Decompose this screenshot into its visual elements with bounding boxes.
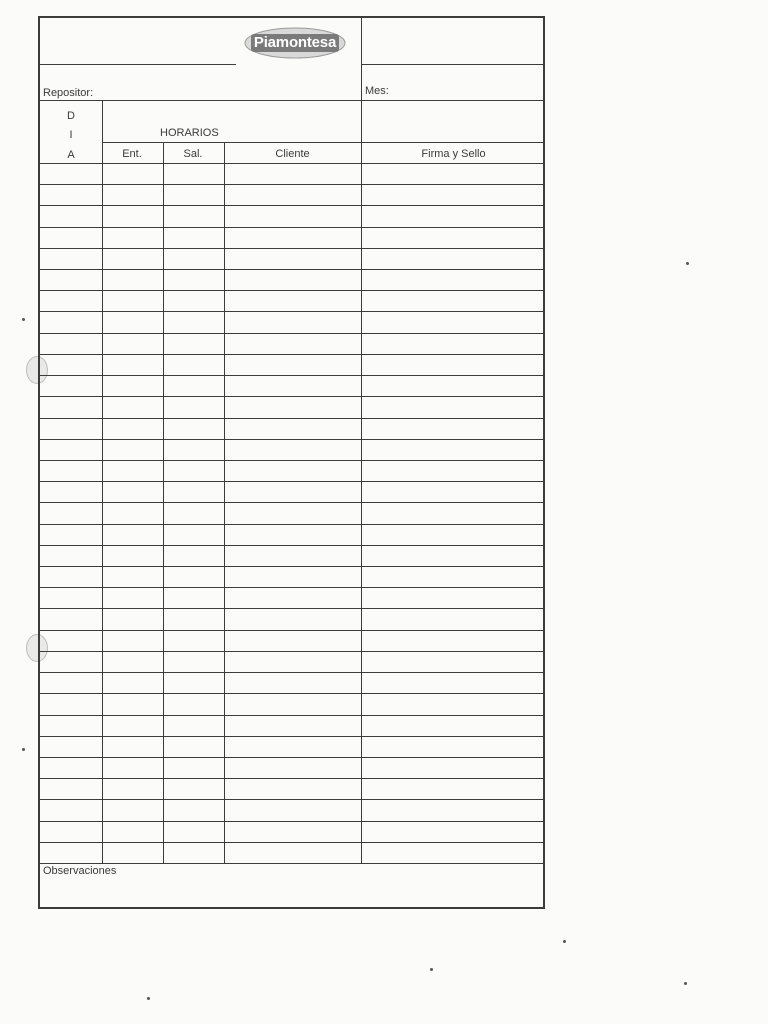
repositor-row-line bbox=[40, 100, 545, 101]
table-row-line bbox=[40, 630, 545, 631]
table-row-line bbox=[40, 184, 545, 185]
dia-letter-a: A bbox=[67, 149, 75, 161]
table-row-line bbox=[40, 693, 545, 694]
scan-speck bbox=[22, 748, 25, 751]
table-row-line bbox=[40, 672, 545, 673]
scan-speck bbox=[684, 982, 687, 985]
piamontesa-logo bbox=[243, 26, 347, 60]
reposition-form bbox=[38, 16, 545, 909]
observaciones-top-line bbox=[40, 863, 545, 864]
scan-speck bbox=[22, 318, 25, 321]
table-row-line bbox=[40, 418, 545, 419]
horarios-label: HORARIOS bbox=[160, 127, 219, 139]
table-row-line bbox=[40, 736, 545, 737]
table-row-line bbox=[40, 311, 545, 312]
table-row-line bbox=[40, 163, 545, 164]
table-row-line bbox=[40, 608, 545, 609]
table-row-line bbox=[40, 269, 545, 270]
table-row-line bbox=[40, 290, 545, 291]
scan-speck bbox=[686, 262, 689, 265]
col-header-cliente: Cliente bbox=[275, 148, 310, 160]
table-row-line bbox=[40, 375, 545, 376]
observaciones-label: Observaciones bbox=[43, 865, 117, 877]
table-row-line bbox=[40, 842, 545, 843]
table-row-line bbox=[40, 651, 545, 652]
dia-letter-i: I bbox=[69, 129, 73, 141]
scan-speck bbox=[147, 997, 150, 1000]
table-row-line bbox=[40, 439, 545, 440]
table-row-line bbox=[40, 354, 545, 355]
table-row-line bbox=[40, 205, 545, 206]
table-row-line bbox=[40, 566, 545, 567]
table-row-line bbox=[40, 248, 545, 249]
table-row-line bbox=[40, 481, 545, 482]
scan-speck bbox=[563, 940, 566, 943]
col-header-ent: Ent. bbox=[122, 148, 142, 160]
table-row-line bbox=[40, 778, 545, 779]
col-header-firma: Firma y Sello bbox=[421, 148, 486, 160]
table-row-line bbox=[40, 587, 545, 588]
header-divider bbox=[361, 18, 362, 142]
logo-row-line-right bbox=[361, 64, 545, 65]
table-row-line bbox=[40, 396, 545, 397]
table-row-line bbox=[40, 502, 545, 503]
mes-label: Mes: bbox=[365, 85, 389, 97]
col-header-sal: Sal. bbox=[183, 148, 203, 160]
table-row-line bbox=[40, 227, 545, 228]
table-row-line bbox=[40, 757, 545, 758]
logo-row-line bbox=[40, 64, 236, 65]
repositor-label: Repositor: bbox=[43, 87, 94, 99]
table-row-line bbox=[40, 715, 545, 716]
logo-text: Piamontesa bbox=[253, 34, 337, 51]
table-row-line bbox=[40, 799, 545, 800]
table-row-line bbox=[40, 545, 545, 546]
dia-letter-d: D bbox=[67, 110, 75, 122]
table-row-line bbox=[40, 333, 545, 334]
table-row-line bbox=[40, 524, 545, 525]
table-row-line bbox=[40, 460, 545, 461]
scan-speck bbox=[430, 968, 433, 971]
horarios-row-line bbox=[102, 142, 545, 143]
table-row-line bbox=[40, 821, 545, 822]
